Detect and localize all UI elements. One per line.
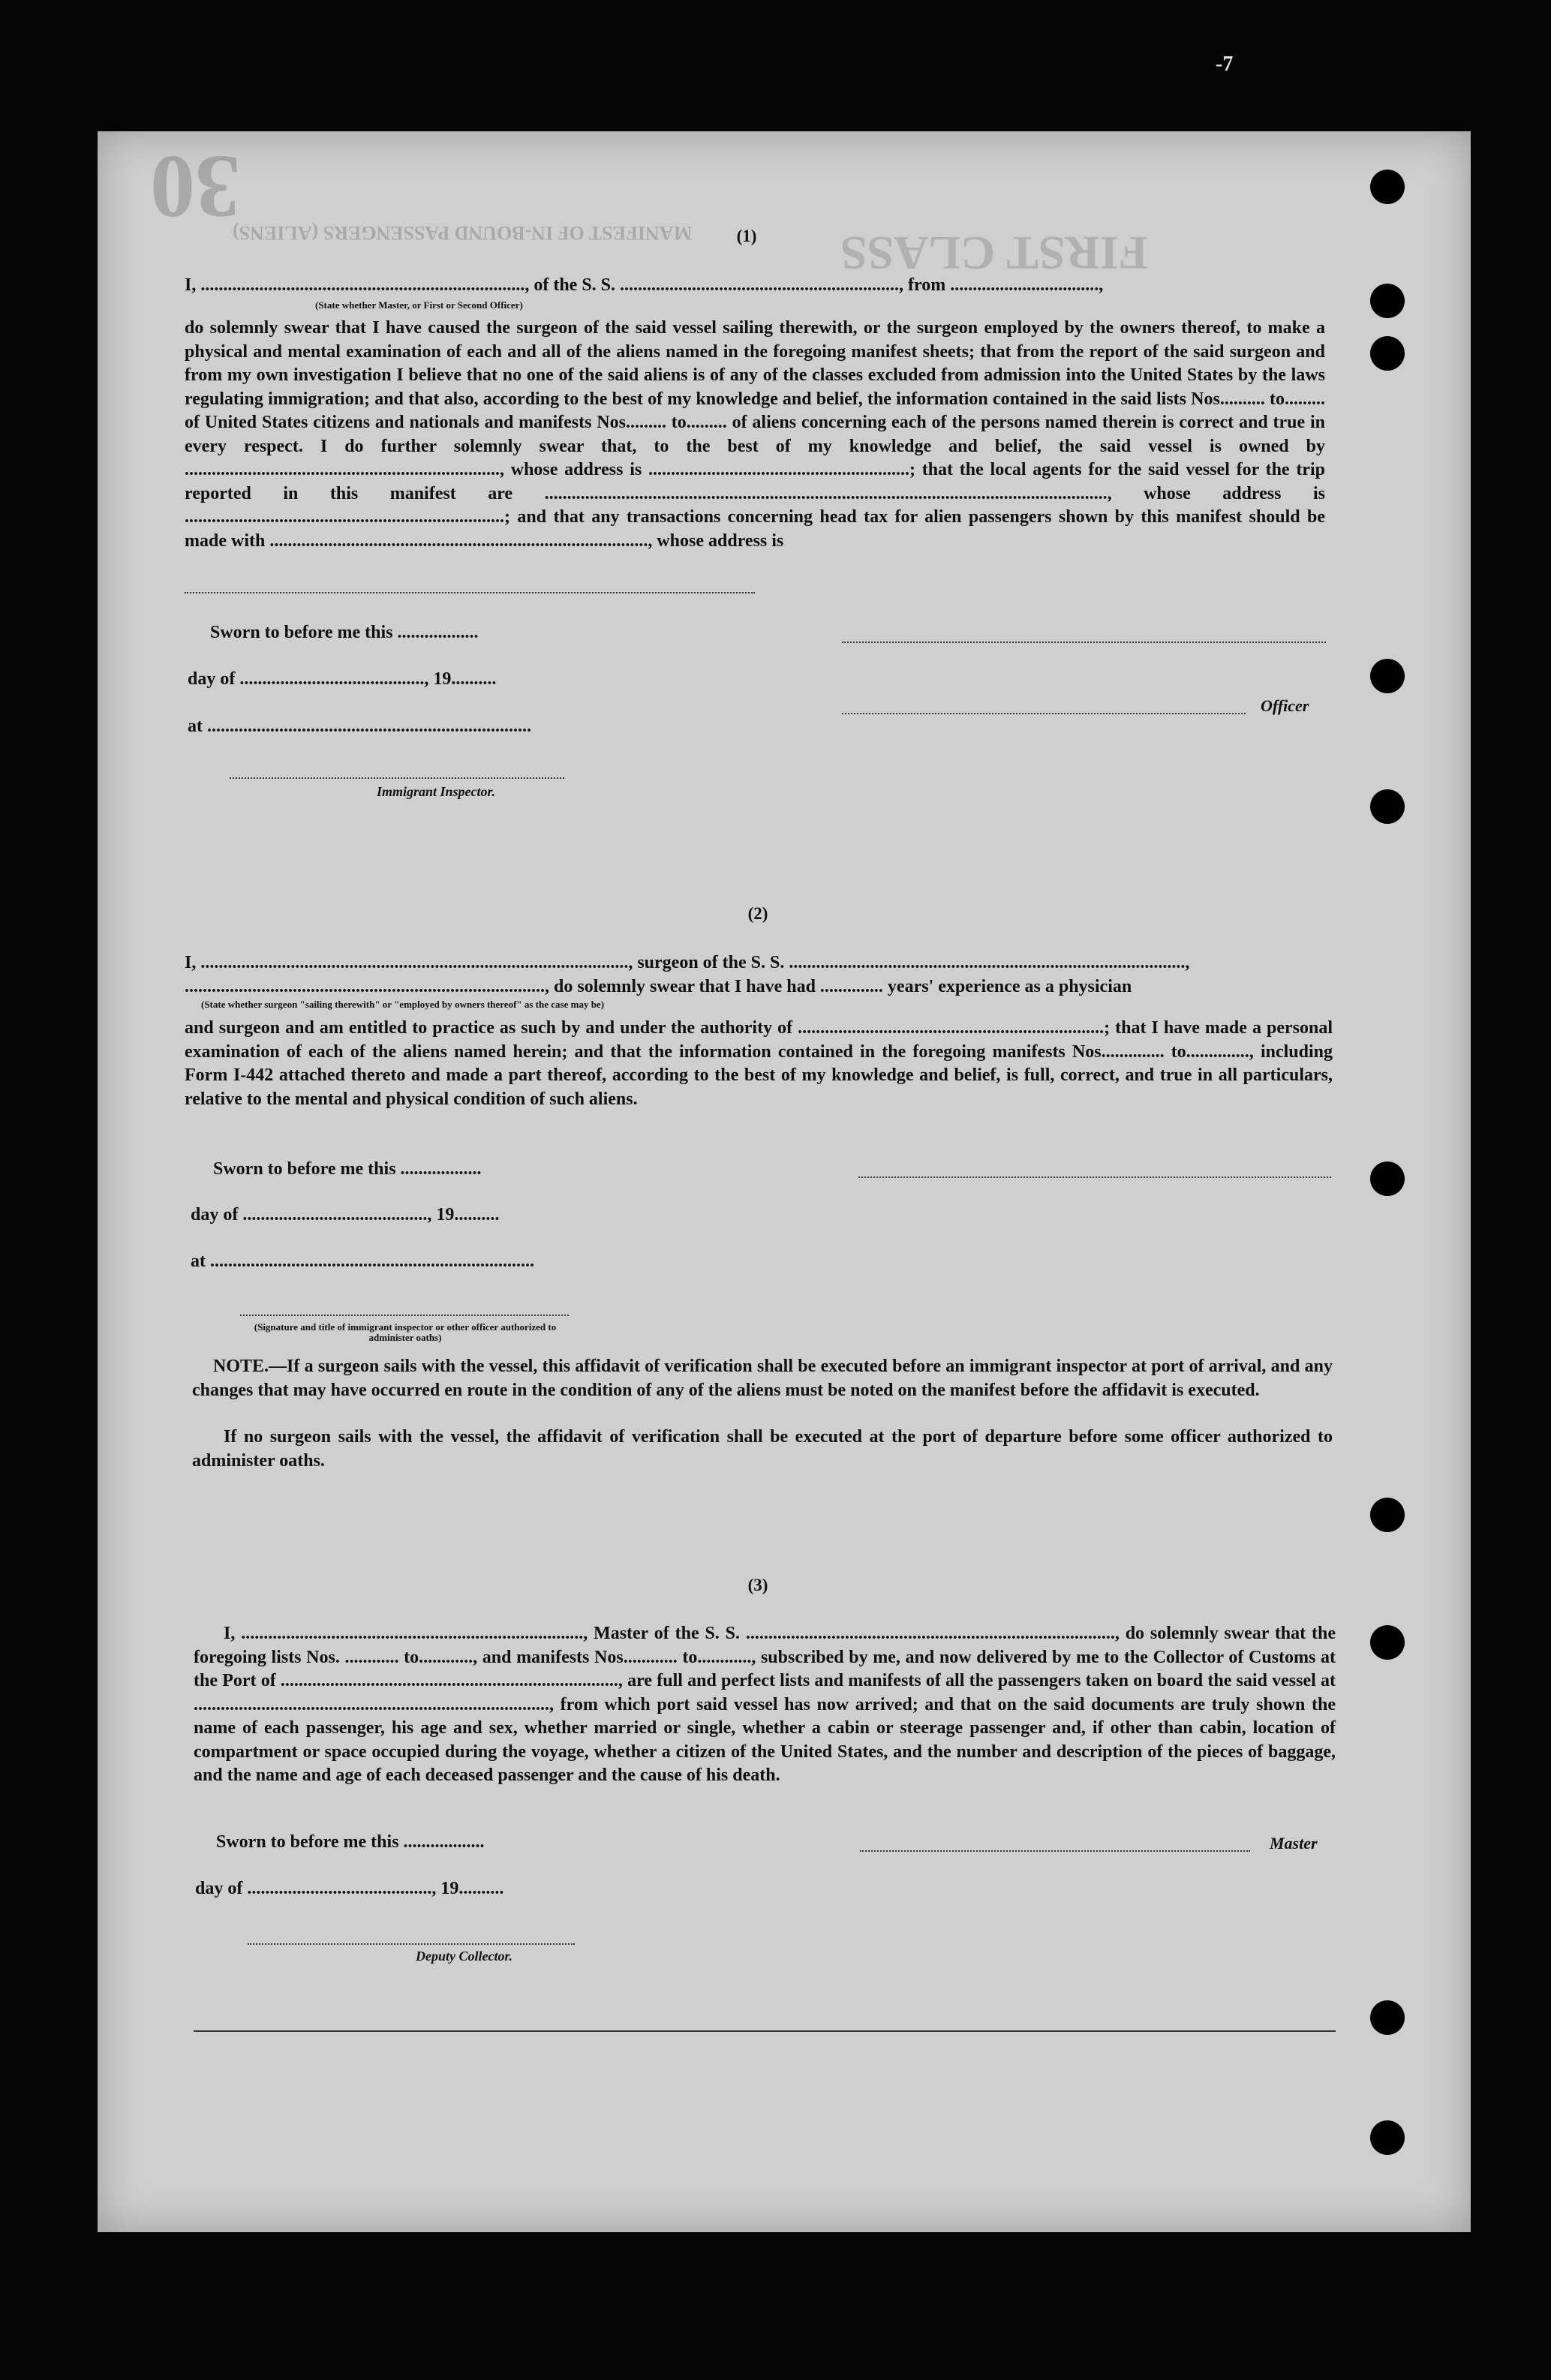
binder-hole xyxy=(1370,789,1405,824)
section1-officer-signature-line xyxy=(842,642,1326,643)
section2-inspector-line xyxy=(240,1315,569,1316)
corner-mark: -7 xyxy=(1216,53,1234,76)
section2-sworn: Sworn to before me this .................. xyxy=(213,1159,482,1179)
binder-hole xyxy=(1370,336,1405,371)
section1-inspector-label: Immigrant Inspector. xyxy=(377,784,496,799)
binder-hole xyxy=(1370,659,1405,693)
section3-sworn: Sworn to before me this .................. xyxy=(216,1832,485,1852)
section3-body: I, ............................................................................, Master of the S. S. .................................................................................., do solemnly swear that the foregoing lists Nos. ............ to............, and manifests Nos............ to............, subscribed by me, and now delivered by me to the Collector of Customs at the Port of ..........................................................................., are full and perfect lists and manifests of all the passengers taken on board the said vessel at ..............................................................................., from which port said vessel has now arrived; and that on the said documents are truly shown the name of each passenger, his age and sex, whether married or single, whether a cabin or steerage passenger and, if other than cabin, location of compartment or space occupied during the voyage, whether a citizen of the United States, and the number and description of the pieces of baggage, and the name and age of each deceased passenger and the cause of his death. xyxy=(194,1624,1336,1785)
section2-body: and surgeon and am entitled to practice as such by and under the authority of ....................................................................; that I have made a personal examination of each of the aliens named herein; and that the information contained in the foregoing manifests Nos.............. to.............., including Form I-442 attached thereto and made a part thereof, according to the best of my knowledge and belief, is full, correct, and true in all particulars, relative to the mental and physical condition of such aliens. xyxy=(185,1018,1333,1109)
section2-at: at ........................................................................ xyxy=(191,1252,534,1271)
section1-officer-note: (State whether Master, or First or Second Officer) xyxy=(315,299,523,311)
section2-signature-note: (Signature and title of immigrant inspector or other officer authorized to administer oaths) xyxy=(254,1321,557,1343)
section2-oath-line1: I, ..............................................................................................., surgeon of the S. S. ........................................................................................, xyxy=(185,953,1190,972)
binder-hole xyxy=(1370,2120,1405,2155)
ghost-page-number: 30 xyxy=(150,137,240,237)
section3-collector-label: Deputy Collector. xyxy=(416,1949,512,1964)
section1-officer-line xyxy=(842,713,1246,714)
section1-at: at ........................................................................ xyxy=(188,717,531,736)
section2-surgeon-note: (State whether surgeon "sailing therewith" or "employed by owners thereof" as the case may be) xyxy=(201,999,605,1010)
section2-oath-line2: ................................................................................, do solemnly swear that I have had .............. years' experience as a physician xyxy=(185,977,1132,996)
section3-collector-line xyxy=(248,1943,575,1945)
binder-hole xyxy=(1370,1498,1405,1532)
section1-body: do solemnly swear that I have caused the surgeon of the said vessel sailing therewith, or the surgeon employed by the owners thereof, to make a physical and mental examination of each and all of the aliens named in the foregoing manifest sheets; that from the report of the said surgeon and from my own investigation I believe that no one of the said aliens is of any of the classes excluded from admission into the United States by the laws regulating immigration; and that also, according to the best of my knowledge and belief, the information contained in the said lists Nos.......... to......... of United States citizens and nationals and manifests Nos......... to......... of aliens concerning each of the persons named therein is correct and true in every respect. I do further solemnly swear that, to the best of my knowledge and belief, the said vessel is owned by ......................................................................, whose address is ..........................................................; that the local agents for the said vessel for the trip reported in this manifest are ............................................................................................................................., whose address is .......................................................................; and that any transactions concerning head tax for alien passengers shown by this manifest should be made with ...................................................................................., whose address is xyxy=(185,318,1325,551)
section2-number: (2) xyxy=(747,904,768,923)
ghost-class-stamp: FIRST CLASS xyxy=(840,227,1148,280)
section3-number: (3) xyxy=(747,1576,768,1594)
section1-number: (1) xyxy=(736,227,757,245)
binder-hole xyxy=(1370,2000,1405,2035)
section2-note: NOTE.—If a surgeon sails with the vessel, this affidavit of verification shall be executed before an immigrant inspector at port of arrival, and any changes that may have occurred en route in the condition of any of the aliens must be noted on the manifest before the affidavit is executed. xyxy=(192,1357,1333,1400)
section1-sworn: Sworn to before me this .................. xyxy=(210,623,479,642)
section3-master-line xyxy=(860,1850,1250,1852)
section2-note-no-surgeon: If no surgeon sails with the vessel, the affidavit of verification shall be executed at the port of departure before some officer authorized to administer oaths. xyxy=(192,1427,1333,1471)
section1-inspector-line xyxy=(230,777,564,779)
section3-day: day of ........................................., 19.......... xyxy=(195,1879,504,1898)
page-bottom-rule xyxy=(194,2030,1336,2032)
binder-hole xyxy=(1370,284,1405,318)
section1-day: day of ........................................., 19.......... xyxy=(188,669,497,689)
section1-oath-line: I, ........................................................................, of the S. S. .............................................................., from ................................., xyxy=(185,275,1104,295)
binder-hole xyxy=(1370,1625,1405,1660)
section1-address-line xyxy=(185,592,755,593)
binder-hole xyxy=(1370,170,1405,204)
section2-surgeon-signature-line xyxy=(858,1176,1331,1178)
section3-master-label: Master xyxy=(1270,1834,1318,1853)
section2-day: day of ........................................., 19.......... xyxy=(191,1205,500,1225)
binder-hole xyxy=(1370,1161,1405,1196)
section1-officer-label: Officer xyxy=(1261,696,1309,715)
ghost-manifest-title: MANIFEST OF IN-BOUND PASSENGERS (ALIENS) xyxy=(233,222,693,244)
